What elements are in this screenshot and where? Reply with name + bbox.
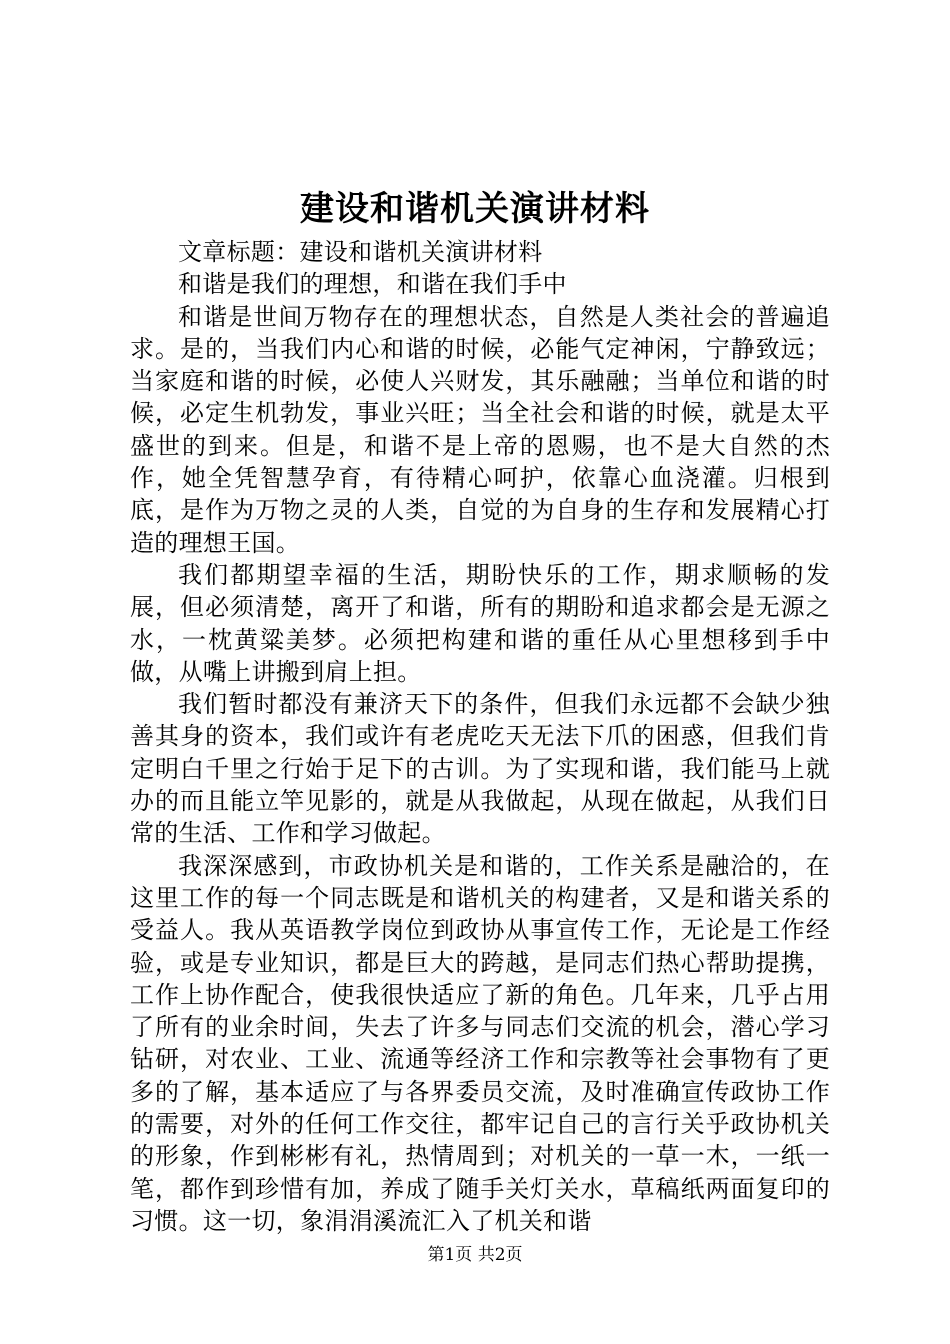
paragraph: 我们都期望幸福的生活，期盼快乐的工作，期求顺畅的发展，但必须清楚，离开了和谐，所有的期盼和追求都会是无源之水，一枕黄粱美梦。必须把构建和谐的重任从心里想移到手中做，从嘴上讲搬到肩上担。	[130, 560, 830, 686]
paragraph-article-title: 文章标题：建设和谐机关演讲材料	[178, 238, 543, 266]
document-body	[130, 236, 830, 1237]
document-title: 建设和谐机关演讲材料	[300, 189, 650, 229]
page-footer: 第1页 共2页	[427, 1245, 523, 1265]
paragraph: 我们暂时都没有兼济天下的条件，但我们永远都不会缺少独善其身的资本，我们或许有老虎吃天无法下爪的困惑，但我们肯定明白千里之行始于足下的古训。为了实现和谐，我们能马上就办的而且能立竿见影的，就是从我做起，从现在做起，从我们日常的生活、工作和学习做起。	[130, 690, 830, 848]
paragraph-subtitle: 和谐是我们的理想，和谐在我们手中	[178, 270, 567, 299]
paragraph: 和谐是世间万物存在的理想状态，自然是人类社会的普遍追求。是的，当我们内心和谐的时候，必能气定神闲，宁静致远；当家庭和谐的时候，必使人兴财发，其乐融融；当单位和谐的时候，必定生机勃发，事业兴旺；当全社会和谐的时候，就是太平盛世的到来。但是，和谐不是上帝的恩赐，也不是大自然的杰作，她全凭智慧孕育，有待精心呵护，依靠心血浇灌。归根到底，是作为万物之灵的人类，自觉的为自身的生存和发展精心打造的理想王国。	[130, 302, 830, 557]
paragraph: 我深深感到，市政协机关是和谐的，工作关系是融洽的，在这里工作的每一个同志既是和谐机关的构建者，又是和谐关系的受益人。我从英语教学岗位到政协从事宣传工作，无论是工作经验，或是专业知识，都是巨大的跨越，是同志们热心帮助提携，工作上协作配合，使我很快适应了新的角色。几年来，几乎占用了所有的业余时间，失去了许多与同志们交流的机会，潜心学习钻研，对农业、工业、流通等经济工作和宗教等社会事物有了更多的了解，基本适应了与各界委员交流，及时准确宣传政协工作的需要，对外的任何工作交往，都牢记自己的言行关乎政协机关的形象，作到彬彬有礼，热情周到；对机关的一草一木，一纸一笔，都作到珍惜有加，养成了随手关灯关水，草稿纸两面复印的习惯。这一切，象涓涓溪流汇入了机关和谐	[130, 851, 830, 1235]
